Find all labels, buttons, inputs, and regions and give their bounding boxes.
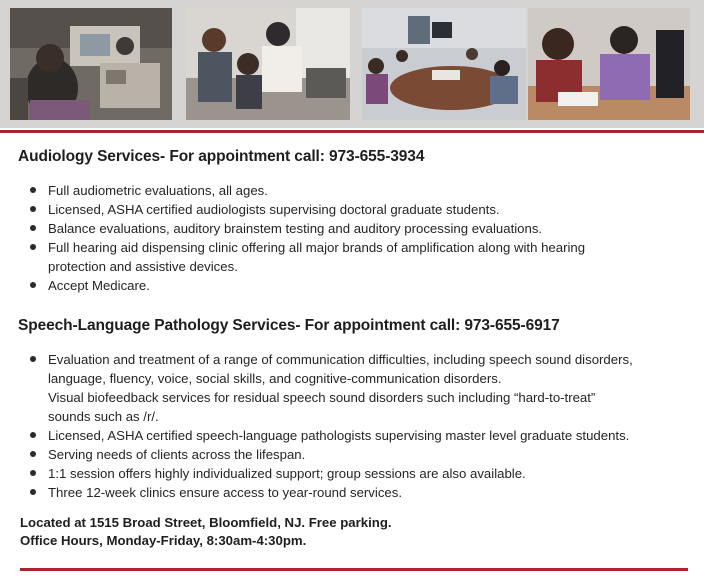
list-item-text: Serving needs of clients across the lifespan. xyxy=(48,447,306,462)
location-text: Located at 1515 Broad Street, Bloomfield, NJ. Free parking. xyxy=(20,515,392,530)
list-item-text: Accept Medicare. xyxy=(48,278,150,293)
list-item xyxy=(30,350,690,426)
list-item-text-continued: language, fluency, voice, social skills, and cognitive-communication disorders. xyxy=(48,371,502,386)
list-item-text: Evaluation and treatment of a range of communication difficulties, including speech sound disorders, xyxy=(48,352,633,367)
bullet-icon xyxy=(30,187,36,193)
bullet-icon xyxy=(30,244,36,250)
bullet-icon xyxy=(30,225,36,231)
bullet-icon xyxy=(30,206,36,212)
hearing-test-photo xyxy=(186,8,350,120)
list-item-text: Licensed, ASHA certified audiologists supervising doctoral graduate students. xyxy=(48,202,500,217)
audiometric-booth-photo xyxy=(10,8,172,120)
list-item-text: Full hearing aid dispensing clinic offering all major brands of amplification along with hearing xyxy=(48,240,586,255)
photo-strip xyxy=(0,0,704,128)
list-item-text-continued: Visual biofeedback services for residual speech sound disorders such including “hard-to-treat” xyxy=(48,390,596,405)
list-item xyxy=(30,464,690,483)
bullet-icon xyxy=(30,451,36,457)
bullet-icon xyxy=(30,489,36,495)
list-item xyxy=(30,181,670,200)
list-item xyxy=(30,445,690,464)
speech-services-list xyxy=(30,350,690,502)
bullet-icon xyxy=(30,356,36,362)
list-item xyxy=(30,200,670,219)
bullet-icon xyxy=(30,432,36,438)
list-item-text: Three 12-week clinics ensure access to year-round services. xyxy=(48,485,403,500)
top-divider xyxy=(0,130,704,133)
bottom-divider xyxy=(20,568,688,571)
list-item xyxy=(30,276,670,295)
office-hours-text: Office Hours, Monday-Friday, 8:30am-4:30pm. xyxy=(20,533,307,548)
speech-language-heading: Speech-Language Pathology Services- For appointment call: 973-655-6917 xyxy=(18,317,560,334)
list-item xyxy=(30,238,670,276)
list-item-text-continued: sounds such as /r/. xyxy=(48,409,159,424)
speech-therapy-photo xyxy=(528,8,690,120)
group-session-photo xyxy=(362,8,526,120)
list-item xyxy=(30,483,690,502)
list-item-text: Balance evaluations, auditory brainstem testing and auditory processing evaluations. xyxy=(48,221,543,236)
list-item-text-continued: protection and assistive devices. xyxy=(48,259,238,274)
list-item xyxy=(30,426,690,445)
list-item-text: Full audiometric evaluations, all ages. xyxy=(48,183,268,198)
list-item xyxy=(30,219,670,238)
list-item-text: 1:1 session offers highly individualized support; group sessions are also available. xyxy=(48,466,526,481)
bullet-icon xyxy=(30,470,36,476)
bullet-icon xyxy=(30,282,36,288)
list-item-text: Licensed, ASHA certified speech-language pathologists supervising master level graduate students. xyxy=(48,428,630,443)
audiology-services-list xyxy=(30,181,670,295)
audiology-heading: Audiology Services- For appointment call: 973-655-3934 xyxy=(18,148,425,165)
